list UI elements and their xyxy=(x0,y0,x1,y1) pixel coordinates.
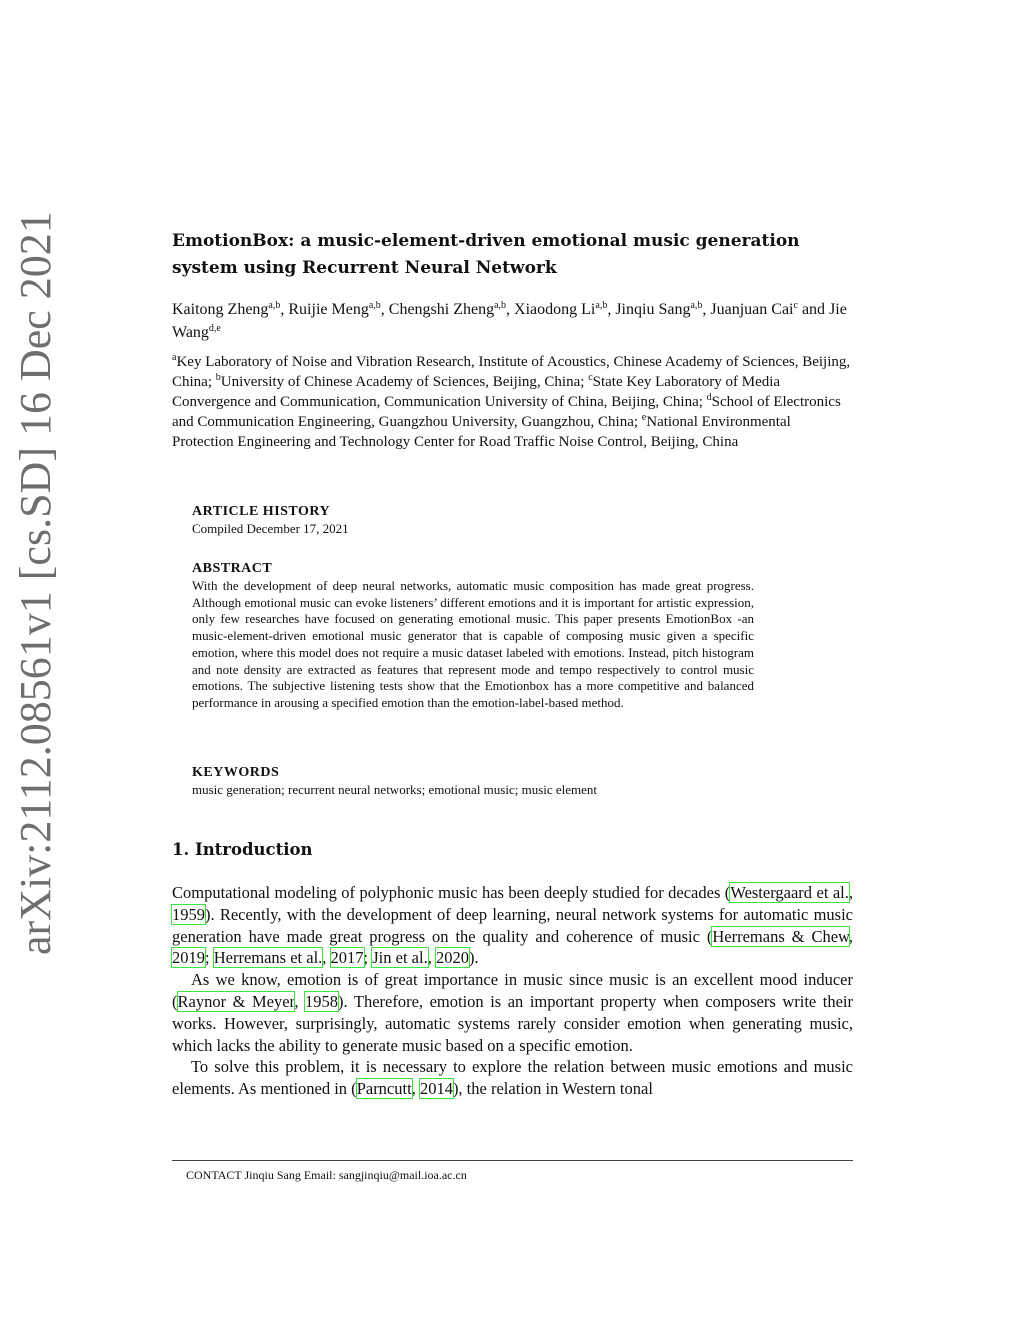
author-affil-sup: a,b xyxy=(368,300,381,311)
author-affil-sup: c xyxy=(793,300,798,311)
affil-marker: c xyxy=(588,372,593,383)
author-list: Kaitong Zheng$^{a,b}$, Ruijie Meng$^{a,b}$, Chengshi Zheng$^{a,b}$, Xiaodong Li$^{a,b}$, Jinqiu Sang$^{a,b}$, Juanjuan Cai$^c$ and Jie Wang$^{d,e}$ xyxy=(172,300,847,341)
author-affil-sup: a,b xyxy=(595,300,608,311)
text-run: ; xyxy=(205,948,214,968)
article-history xyxy=(192,503,754,538)
author-affil-sup: d,e xyxy=(208,323,221,334)
affiliations xyxy=(172,352,853,452)
abstract-heading: ABSTRACT xyxy=(192,561,273,576)
author-affil-sup: a,b xyxy=(494,300,507,311)
abstract-text: With the development of deep neural networks, automatic music composition has made great progress. Although emotional music can evoke listeners’ different emotions and it is important for artistic expression, only few researches have focused on generating emotional music. This paper presents EmotionBox -an music-element-driven emotional music generator that is capable of composing music given a specific emotion, where this model does not require a music dataset labeled with emotions. Instead, pitch histogram and note density are extracted as features that represent mode and tempo respectively to control music emotions. The subjective listening tests show that the Emotionbox has a more competitive and balanced performance in arousing a specified emotion than the emotion-label-based method. xyxy=(192,578,754,710)
paragraph xyxy=(172,969,853,1056)
text-run: ; xyxy=(363,948,373,968)
affil-text: School of Electronics and Communication Engineering, Guangzhou University, Guangzhou, China; xyxy=(172,394,841,430)
author-name: Ruijie Meng xyxy=(288,301,369,318)
affil-marker: e xyxy=(641,412,647,423)
text-run: ). Therefore, emotion is an important property when composers write their works. However, surprisingly, automatic systems rarely consider emotion when generating music, which lacks the ability to generate music based on a specific emotion. xyxy=(172,991,854,1055)
text-run: To solve this problem, it is necessary to explore the relation between music emotions and music elements. As mentioned in ( xyxy=(172,1057,853,1099)
citation-link[interactable]: 1959 xyxy=(172,904,205,924)
citation-link[interactable]: 2019 xyxy=(172,948,205,968)
text-run: , xyxy=(848,883,853,902)
affil-text: University of Chinese Academy of Sciences, Beijing, China; xyxy=(220,374,585,390)
introduction-body xyxy=(172,882,853,1100)
citation-link[interactable]: 2017 xyxy=(330,948,364,968)
text-run: , xyxy=(322,948,331,968)
title-line-1: EmotionBox: a music-element-driven emotional music generation xyxy=(172,231,800,251)
author-name: Xiaodong Li xyxy=(514,301,596,318)
text-run: As we know, emotion is of great importance in music since music is an excellent mood inducer ( xyxy=(172,970,853,1011)
affil-marker: d xyxy=(706,392,712,403)
title-line-2: system using Recurrent Neural Network xyxy=(172,258,557,278)
author-affil-sup: a,b xyxy=(690,300,703,311)
citation-link[interactable]: Herremans et al. xyxy=(213,948,323,968)
text-run: , xyxy=(411,1079,420,1099)
text-run: , xyxy=(427,948,436,968)
paragraph xyxy=(172,882,853,969)
citation-link[interactable]: Jin et al. xyxy=(372,948,428,968)
text-run: , xyxy=(848,926,853,946)
paragraph xyxy=(172,1056,853,1100)
text-run: ). Recently, with the development of deep learning, neural network systems for automatic music generation have made great progress on the quality and coherence of music ( xyxy=(172,904,853,946)
footnote-contact: CONTACT Jinqiu Sang Email: sangjinqiu@mail.ioa.ac.cn xyxy=(186,1168,467,1182)
abstract xyxy=(192,560,754,712)
author-name: Chengshi Zheng xyxy=(388,301,495,318)
citation-link[interactable]: 2014 xyxy=(419,1079,453,1099)
text-run: , xyxy=(294,991,306,1011)
footnote-divider xyxy=(172,1160,853,1161)
keywords-heading: KEYWORDS xyxy=(192,765,280,780)
author-name: Kaitong Zheng xyxy=(172,301,269,318)
citation-link[interactable]: Herremans & Chew xyxy=(712,926,849,946)
affil-text: State Key Laboratory of Media Convergence and Communication, Communication University of China, Beijing, China; xyxy=(172,374,781,410)
arxiv-identifier-stamp: arXiv:2112.08561v1 [cs.SD] 16 Dec 2021 xyxy=(11,211,60,955)
affil-marker: a xyxy=(172,352,177,363)
author-affil-sup: a,b xyxy=(268,300,281,311)
text-run: ), the relation in Western tonal xyxy=(452,1079,653,1099)
affil-text: National Environmental Protection Engineering and Technology Center for Road Traffic Noise Control, Beijing, China xyxy=(172,414,791,450)
paper-title xyxy=(172,228,853,282)
keywords xyxy=(192,764,754,799)
citation-link[interactable]: 1958 xyxy=(305,991,339,1011)
article-history-text: Compiled December 17, 2021 xyxy=(192,521,349,536)
section-title-introduction: 1. Introduction xyxy=(172,840,313,859)
citation-link[interactable]: Raynor & Meyer xyxy=(177,991,295,1011)
text-run: Computational modeling of polyphonic music has been deeply studied for decades ( xyxy=(172,883,731,902)
keywords-text: music generation; recurrent neural networks; emotional music; music element xyxy=(192,782,598,797)
author-name: Jie Wang xyxy=(172,301,847,341)
affil-marker: b xyxy=(215,372,221,383)
author-name: Jinqiu Sang xyxy=(615,301,691,318)
affil-text: Key Laboratory of Noise and Vibration Research, Institute of Acoustics, Chinese Academy of Sciences, Beijing, China; xyxy=(172,354,851,390)
citation-link[interactable]: 2020 xyxy=(435,948,469,968)
article-history-heading: ARTICLE HISTORY xyxy=(192,504,331,519)
citation-link[interactable]: Westergaard et al. xyxy=(730,883,849,902)
text-run: ). xyxy=(468,948,479,968)
author-name: Juanjuan Cai xyxy=(710,301,794,318)
citation-link[interactable]: Parncutt xyxy=(356,1079,412,1099)
